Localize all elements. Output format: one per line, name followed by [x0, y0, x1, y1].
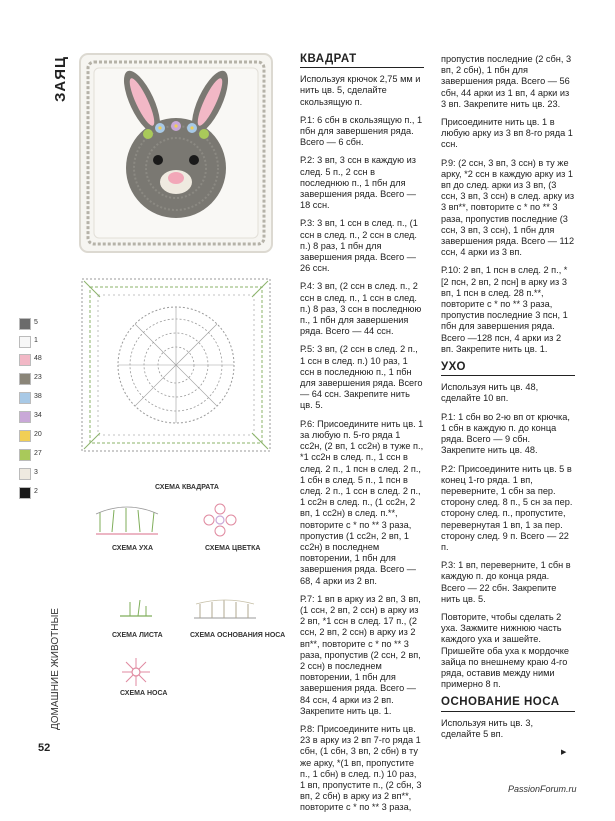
row-8-cont: пропустив последние (2 сбн, 3 вп, 2 сбн), 1 пбн для завершения ряда. Всего — 56 сбн, 44 арки из 1 вп, 4 арки из 3 вп. Закрепите нить цв. 23. — [441, 54, 572, 109]
square-row-3: Р.3: 3 вп, 1 ссн в след. п., (1 ссн в след. п., 2 ссн в след. п.) 8 раз, 1 пбн для завершения ряда. Всего — 26 ссн. — [300, 218, 418, 274]
nose-base-intro: Используя нить цв. 3, сделайте 5 вп. — [441, 717, 534, 739]
ear-row-2: Р.2: Присоедините нить цв. 5 в конец 1-го ряда. 1 вп, переверните, 1 сбн за пер. сторону след. 8 п., 5 сн за пер. сторону след. п., пропустите, перевернутая 1 вп, 1 за пер. сторону след. 9 п. Всего — 22 п. — [441, 463, 573, 552]
flower-diagram-label: СХЕМА ЦВЕТКА — [205, 545, 261, 552]
square-intro: Используя крючок 2,75 мм и нить цв. 5, сделайте скользящую п. — [300, 74, 421, 107]
ear-diagram-label: СХЕМА УХА — [112, 545, 154, 552]
join-color-1: Присоедините нить цв. 1 в любую арку из 3 вп 8-го ряда 1 ссн. — [441, 117, 573, 150]
leaf-diagram-label: СХЕМА ЛИСТА — [112, 632, 163, 639]
nose-base-diagram-label: СХЕМА ОСНОВАНИЯ НОСА — [190, 632, 286, 639]
ear-diagram — [92, 504, 162, 544]
square-row-2: Р.2: 3 вп, 3 ссн в каждую из след. 5 п., 2 ссн в последнюю п., 1 пбн для завершения ряда. Всего — 18 ссн. — [300, 155, 416, 211]
square-row-9: Р.9: (2 ссн, 3 вп, 3 ссн) в ту же арку, *2 ссн в каждую арку из 1 вп до след. арки из 3 вп, (3 ссн, 3 вп, 3 ссн) в след. арку из 3 вп**, повторите с * по ** 3 раза, пропустив последние (3 ссн, 3 вп, 3 ссн), 1 пбн для завершения ряда. Всего — 112 ссн, 4 арки из 3 вп. — [441, 157, 575, 258]
heading-square: КВАДРАТ — [300, 54, 424, 68]
site-watermark: PassionForum.ru — [508, 784, 577, 794]
bunny-square-photo — [78, 50, 274, 256]
ear-row-3: Р.3: 1 вп, переверните, 1 сбн в каждую п. до конца ряда. Всего — 22 сбн. Закрепите нить цв. 5. — [441, 560, 571, 604]
instructions-col-1 — [300, 54, 424, 821]
square-diagram-label: СХЕМА КВАДРАТА — [155, 484, 219, 491]
instructions-col-2 — [441, 54, 575, 747]
square-row-10: Р.10: 2 вп, 1 псн в след. 2 п., *[2 псн, 2 вп, 2 псн] в арку из 3 вп, 1 псн в след. 28 п.**, повторите с * по ** 3 раза, пропустив последние 3 псн, 1 пбн для завершения ряда. Всего —128 псн, 4 арки из 2 вп. Закрепите нить цв. 1. — [441, 265, 568, 354]
square-row-8: Р.8: Присоедините нить цв. 23 в арку из 2 вп 7-го ряда 1 сбн, (1 сбн, 3 вп, 2 сбн) в ту же арку, *(1 вп, пропустите п., 1 сбн) в след. п.) 10 раз, 1 вп, пропустите п., (2 сбн, 3 вп, 2 сбн) в арку из 2 вп**, повторите с * по ** 3 раза, — [300, 723, 422, 813]
heading-ear: УХО — [441, 362, 575, 376]
square-row-6: Р.6: Присоедините нить цв. 1 за любую п. 5-го ряда 1 сс2н, (2 вп, 1 сс2н) в туже п., *1 сс2н в след. п., 1 ссн в след. 2 п., 1 псн в след. 2 п., 1 сбн в след. 5 п., 1 псн в след. 2 п., 1 ссн в след. 2 п., 1 сс2н в след. п., (1 сс2н, 2 вп, 1 сс2н) в след. п.**, повторите с * по ** 3 раза, пропустив (1 сс2н, 2 вп, 1 сс2н) в последнем повторении, 1 пбн для завершения ряда. Всего — 68, 4 арки из 2 вп. — [300, 418, 424, 586]
ear-finish: Повторите, чтобы сделать 2 уха. Зажмите нижнюю часть каждого уха и зашейте. Пришейте оба уха к мордочке зайца по внешнему краю 4-го ряда, оставив между ними примерно 8 п. — [441, 611, 569, 690]
page-number: 52 — [38, 742, 51, 754]
square-chart-diagram — [78, 275, 274, 465]
square-row-5: Р.5: 3 вп, (2 ссн в след. 2 п., 1 ссн в след. п.) 10 раз, 1 ссн в последнюю п., 1 пбн для завершения ряда. Всего — 64 ссн. Закрепите нить цв. 5. — [300, 344, 423, 411]
heading-nose-base: ОСНОВАНИЕ НОСА — [441, 697, 575, 711]
square-row-1: Р.1: 6 сбн в скользящую п., 1 пбн для завершения ряда. Всего — 6 сбн. — [300, 114, 423, 148]
section-title: ЗАЯЦ — [52, 56, 69, 102]
continue-arrow-icon: ▶ — [561, 749, 567, 756]
ear-intro: Используя нить цв. 48, сделайте 10 вп. — [441, 382, 539, 404]
square-row-7: Р.7: 1 вп в арку из 2 вп, 3 вп, (1 ссн, 2 вп, 2 ссн) в арку из 2 вп, *1 ссн в след. 17 п., (2 ссн, 2 вп, 2 ссн) в арку из 2 вп**, повторите с * по ** 3 раза, пропустив (2 ссн, 2 вп, 2 ссн) в последнем повторении, 1 пбн для завершения ряда. Всего — 84 ссн, 4 арки из 2 вп. Закрепите нить цв. 1. — [300, 593, 421, 716]
square-row-4: Р.4: 3 вп, (2 ссн в след. п., 2 ссн в след. п., 1 ссн в след. п.) 8 раз, 3 ссн в последнюю п., 1 пбн для завершения ряда. Всего — 44 ссн. — [300, 281, 422, 337]
nose-base-diagram — [190, 596, 260, 626]
flower-diagram — [200, 500, 240, 540]
nose-diagram — [118, 654, 154, 690]
leaf-diagram — [118, 596, 154, 622]
ear-row-1: Р.1: 1 сбн во 2-ю вп от крючка, 1 сбн в каждую п. до конца ряда. Всего — 9 сбн. Закрепите нить цв. 48. — [441, 411, 570, 456]
nose-diagram-label: СХЕМА НОСА — [120, 690, 168, 697]
